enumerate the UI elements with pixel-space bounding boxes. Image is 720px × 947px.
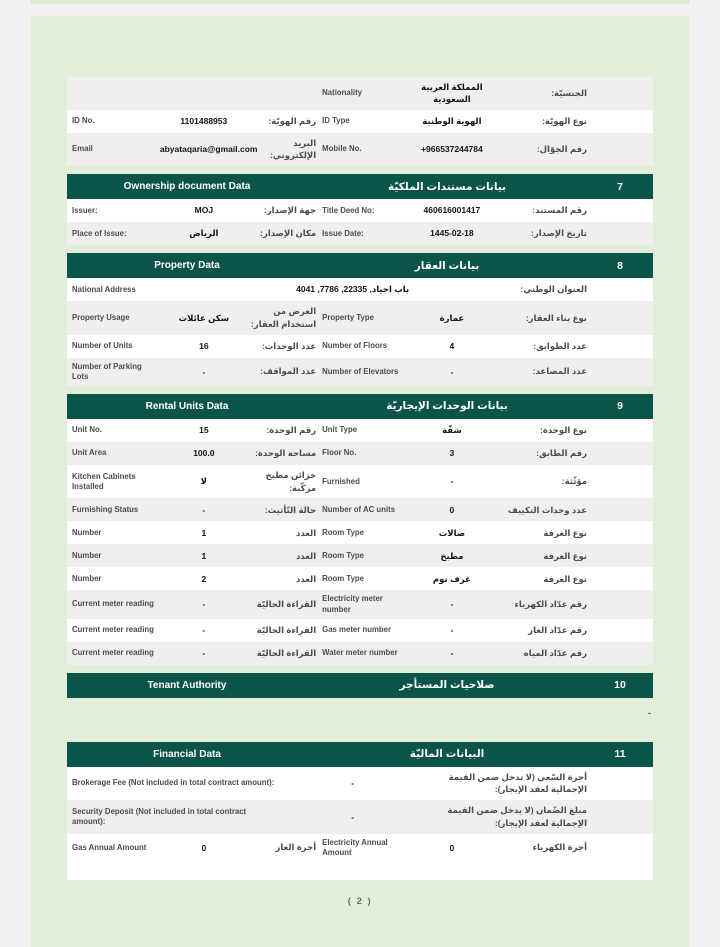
field-value: الرياض [189,228,219,239]
table-row [67,335,653,358]
field-value: - [450,647,454,658]
section-number: 8 [617,259,623,272]
field-value: 4 [449,340,455,351]
field-value: شقّة [442,425,462,436]
field-label-en: Unit Type [322,425,358,435]
contract-content [67,77,653,907]
section-title-ar: بيانات العقار [414,259,480,272]
field-label-en: Mobile No. [322,144,362,154]
field-label-en: Furnished [322,476,360,486]
field-label-en: Number of Units [72,341,133,351]
field-label-ar: تاريخ الإصدار: [531,228,587,239]
row-right-cell [320,358,653,386]
table-row [67,301,653,335]
row-left-cell [67,465,320,499]
section-property-data [67,253,653,386]
row-left-cell [67,419,320,442]
row-left-cell [67,834,320,862]
field-label-en: Room Type [322,550,365,560]
field-value: 1 [201,527,207,538]
field-label-ar: العدد [295,527,317,538]
table-row [67,110,653,133]
field-label-ar: نوع بناء العقار: [525,312,587,323]
section-title-en: Ownership document Data [123,181,251,193]
field-label-ar: العدد [295,573,317,584]
table-row [67,222,653,245]
section-ownership-document-data [67,174,653,245]
row-right-cell [320,567,653,590]
field-label-en: Kitchen Cabinets Installed [72,471,136,491]
field-value: - [450,476,454,487]
section-bottom-spacer [67,862,653,880]
table-row [67,419,653,442]
section-header [67,394,653,419]
field-label-en: Title Deed No: [322,205,375,215]
row-right-cell [320,222,653,245]
field-label-en: Email [72,144,93,154]
field-label-en: Floor No. [322,448,357,458]
row-left-cell [67,642,320,665]
section-title-ar: بيانات الوحدات الإيجاريّة [386,400,508,413]
field-label-en: Property Type [322,312,374,322]
field-label-ar: عدد الطوابق: [533,340,587,351]
field-value: 1101488953 [180,115,228,126]
field-label-en: Issue Date: [322,228,364,238]
field-value: 16 [199,340,209,351]
field-label-en: Gas Annual Amount [72,842,147,852]
field-label-en: Current meter reading [72,599,154,609]
field-label-en: Current meter reading [72,648,154,658]
field-label-en: Property Usage [72,312,130,322]
row-right-cell [320,419,653,442]
section-rows [67,77,653,166]
field-value: الهوية الوطنية [422,115,482,126]
table-row [67,590,653,618]
field-value: - [202,504,206,515]
field-value: باب اجياد, 22335, 7786, 4041 [296,284,410,295]
section-title-en: Property Data [154,260,220,272]
field-label-en: Security Deposit (Not included in total contract amount): [72,806,247,826]
row-left-cell [67,619,320,642]
section-title-en: Tenant Authority [147,679,227,691]
field-label-en: Brokerage Fee (Not included in total contract amount): [72,778,275,788]
field-label-ar: رقم الهويّة: [268,115,317,126]
field-label-en: ID Type [322,116,350,126]
field-label-en: Furnishing Status [72,504,139,514]
row-left-cell [67,544,320,567]
section-empty-value: - [648,707,651,718]
field-label-ar: رقم عدّاد المياه [523,647,587,658]
section-header [67,253,653,278]
row-left-cell [67,442,320,465]
field-label-en: Place of Issue: [72,228,127,238]
field-label-ar: مؤثّثة: [561,476,587,487]
field-label-en: Gas meter number [322,625,392,635]
row-left-cell [67,199,320,222]
field-label-en: National Address [72,284,136,294]
field-label-en: Current meter reading [72,625,154,635]
field-value: 0 [449,504,455,515]
field-label-en: Water meter number [322,648,398,658]
table-row [67,133,653,167]
field-value: سكن عائلات [178,312,230,323]
row-left-cell [67,567,320,590]
section-rows [67,199,653,245]
section-number: 9 [617,400,623,413]
section-rows [67,419,653,665]
field-value: 2 [201,573,207,584]
table-row [67,642,653,665]
document-sections [67,77,653,880]
section-rows [67,278,653,386]
field-value: مطبخ [440,550,464,561]
field-value: - [351,811,355,822]
row-left-cell [67,301,320,335]
field-label-en: Number of Elevators [322,366,399,376]
field-label-ar: أجرة السّعي (لا تدخل ضمن القيمة الإجمالية لعقد الإيجار): [448,771,587,795]
field-value: - [450,624,454,635]
field-value: - [450,366,454,377]
field-label-en: Electricity Annual Amount [322,837,388,857]
section-title-en: Financial Data [153,748,221,760]
row-right-cell [320,301,653,335]
row-left-cell [67,222,320,245]
row-right-cell [320,498,653,521]
section-header [67,174,653,199]
row-right-cell [320,77,653,110]
field-label-en: Number of Parking Lots [72,361,142,381]
row-left-cell [67,77,320,110]
field-label-ar: أجرة الكهرباء [532,842,587,853]
section-header [67,673,653,698]
section-number: 7 [617,180,623,193]
field-value: abyataqaria@gmail.com [159,144,258,155]
field-value: - [202,366,206,377]
section-tenant-authority [67,673,653,734]
section-title-ar: صلاحيات المستأجر [399,679,495,692]
field-label-ar: القراءة الحاليّة [256,624,317,635]
field-value: MOJ [194,205,214,216]
field-label-ar: البريد الإلكتروني: [270,137,317,161]
section-financial-data [67,742,653,880]
field-label-ar: العدد [295,550,317,561]
field-label-ar: عدد وحدات التكييف [507,504,587,515]
field-label-en: Number of Floors [322,341,388,351]
field-label-ar: الغرض من استخدام العقار: [250,306,317,329]
table-row [67,567,653,590]
field-value: 1 [201,550,207,561]
section-header [67,742,653,767]
field-label-ar: نوع الغرفة [543,550,587,561]
table-row [67,544,653,567]
field-label-ar: مكان الإصدار: [260,228,317,239]
field-value: 460616001417 [423,205,481,216]
field-label-ar: جهة الإصدار: [263,205,317,216]
row-left-cell [67,110,320,133]
table-row [67,442,653,465]
field-value: 15 [199,425,209,436]
field-label-en: Unit Area [72,448,107,458]
field-label-ar: نوع الغرفة [543,573,587,584]
field-value: 100.0 [193,448,215,459]
field-value: 0 [201,842,207,853]
table-row-wide [67,800,653,834]
row-left-cell [67,358,320,386]
field-label-ar: نوع الغرفة [543,527,587,538]
field-label-ar: القراءة الحاليّة [256,599,317,610]
field-label-en: Nationality [322,88,362,98]
field-label-ar: الجنسيّة: [551,87,587,98]
field-label-en: Room Type [322,527,365,537]
field-label-ar: رقم المستند: [532,205,587,216]
table-row [67,521,653,544]
field-label-ar: رقم الجوّال: [536,144,587,154]
field-value: المملكة العربية السعودية [421,82,483,105]
field-label-en: Issuer: [72,205,98,215]
field-value: - [202,599,206,610]
row-right-cell [320,619,653,642]
section-rows [67,767,653,862]
field-label-en: ID No. [72,116,95,126]
page-number: ( 2 ) [347,895,373,907]
field-label-ar: نوع الوحدة: [539,425,587,435]
field-value: - [202,647,206,658]
row-right-cell [320,544,653,567]
field-label-en: Number [72,527,102,537]
row-left-cell [67,335,320,358]
table-row [67,465,653,499]
field-value: صالات [438,527,466,538]
field-label-en: Number [72,550,102,560]
row-right-cell [320,465,653,499]
field-label-ar: العنوان الوطني: [520,284,587,295]
field-value: +966537244784 [421,144,483,155]
table-row [67,199,653,222]
field-value: عمارة [439,312,465,323]
row-left-cell [67,498,320,521]
contract-page [31,16,689,947]
row-right-cell [320,335,653,358]
row-right-cell [320,110,653,133]
table-row [67,498,653,521]
field-value: لا [200,476,207,487]
field-value: - [202,624,206,635]
field-label-en: Unit No. [72,425,102,435]
field-label-ar: عدد الوحدات: [261,340,317,351]
field-label-ar: مبلغ الضّمان (لا يدخل ضمن القيمة الإجمالية لعقد الإيجار): [447,805,587,828]
field-label-en: Number [72,573,102,583]
row-left-cell [67,590,320,618]
section-rental-units-data [67,394,653,665]
table-row [67,834,653,862]
section-title-ar: البيانات الماليّة [409,748,485,761]
row-right-cell [320,521,653,544]
row-right-cell [320,133,653,167]
table-row [67,619,653,642]
field-value: 1445-02-18 [430,228,474,239]
field-label-en: Room Type [322,573,365,583]
section-tenant-data-continued [67,77,653,166]
previous-page-edge [31,0,689,4]
row-right-cell [320,834,653,862]
row-right-cell [320,642,653,665]
section-number: 10 [614,679,626,692]
table-row-wide [67,767,653,801]
field-label-en: Electricity meter number [322,594,383,614]
field-label-ar: رقم عدّاد الغاز [528,624,587,635]
field-value: 3 [449,448,455,459]
field-label-ar: أجرة الغاز [275,842,317,853]
section-title-ar: بيانات مستندات الملكيّة [387,180,507,193]
field-label-ar: مساحة الوحدة: [255,448,317,458]
field-label-ar: عدد المواقف: [260,366,317,377]
table-row [67,358,653,386]
table-row [67,77,653,110]
field-label-ar: عدد المصاعد: [532,366,587,377]
field-label-ar: نوع الهويّة: [542,115,587,126]
field-label-ar: خزائن مطبخ مركّبة: [265,469,317,493]
section-title-en: Rental Units Data [145,400,229,412]
field-value: 0 [449,842,455,853]
field-value: - [351,778,355,789]
row-left-cell [67,133,320,167]
field-label-ar: القراءة الحاليّة [256,647,317,658]
section-number: 11 [614,748,626,761]
field-label-ar: حالة التّأثيث: [264,504,317,515]
field-label-ar: رقم الطابق: [536,448,587,458]
field-label-ar: رقم الوحدة: [266,425,317,435]
row-right-cell [320,590,653,618]
field-value: - [450,599,454,610]
field-label-en: Number of AC units [322,504,396,514]
row-right-cell [320,442,653,465]
field-label-ar: رقم عدّاد الكهرباء [514,599,587,610]
table-row-wide [67,278,653,301]
field-value: غرف نوم [432,573,471,584]
row-left-cell [67,521,320,544]
row-right-cell [320,199,653,222]
